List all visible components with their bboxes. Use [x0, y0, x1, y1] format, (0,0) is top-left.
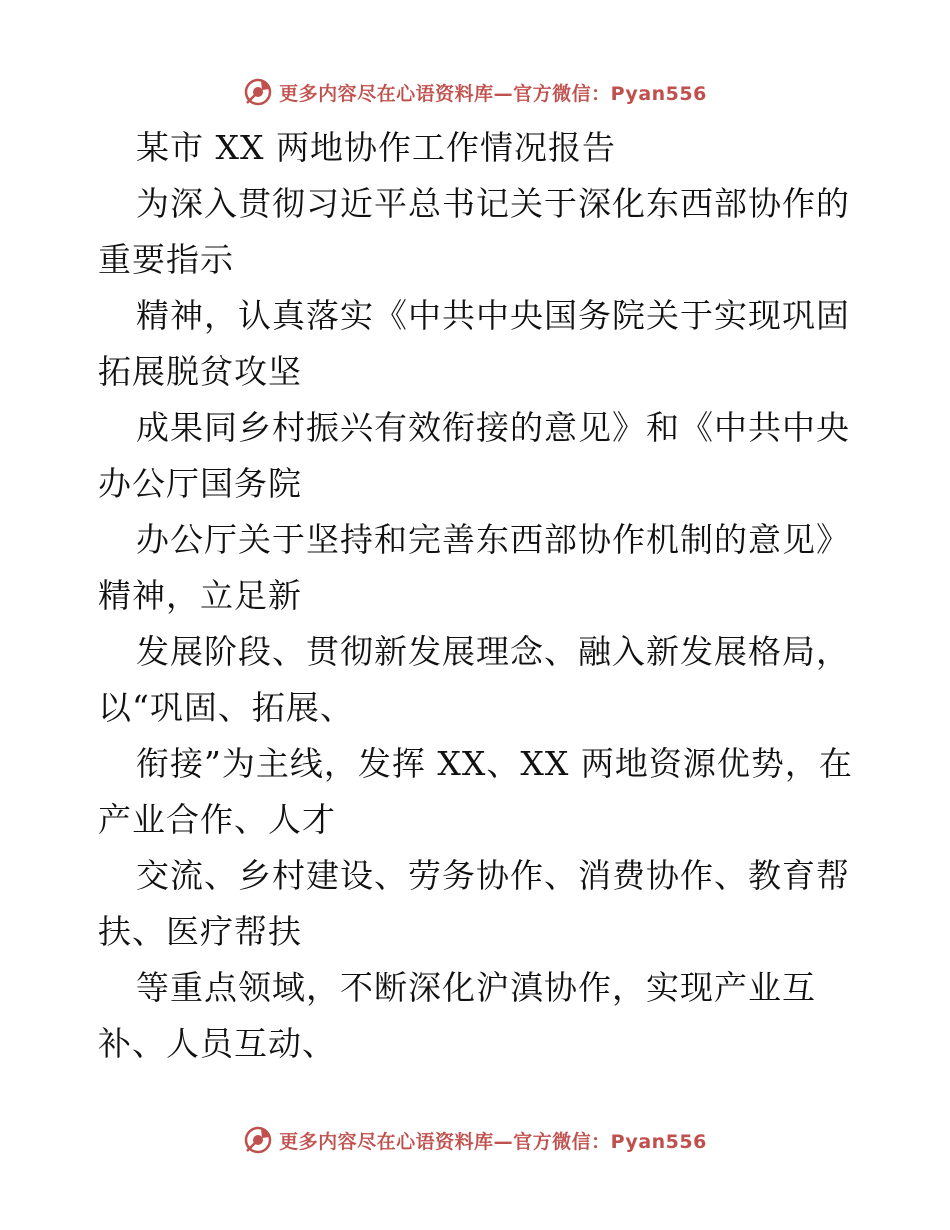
quill-logo-icon	[243, 77, 273, 107]
body-line: 以“巩固、拓展、	[98, 688, 354, 727]
watermark-text: 更多内容尽在心语资料库—官方微信：Pyan556	[279, 82, 707, 105]
body-line: 成果同乡村振兴有效衔接的意见》和《中共中央	[136, 408, 850, 447]
body-line: 补、人员互动、	[98, 1024, 336, 1063]
footer-watermark	[0, 1120, 950, 1160]
body-line: 为深入贯彻习近平总书记关于深化东西部协作的	[136, 184, 850, 223]
body-line: 交流、乡村建设、劳务协作、消费协作、教育帮	[136, 856, 850, 895]
watermark-text: 更多内容尽在心语资料库—官方微信：Pyan556	[279, 1130, 707, 1153]
document-title: 某市 XX 两地协作工作情况报告	[136, 128, 616, 167]
body-line: 拓展脱贫攻坚	[98, 352, 302, 391]
document-body	[98, 120, 858, 1072]
quill-logo-icon	[243, 1125, 273, 1155]
body-line: 衔接”为主线，发挥 XX、XX 两地资源优势，在	[136, 744, 853, 783]
body-line: 等重点领域，不断深化沪滇协作，实现产业互	[136, 968, 816, 1007]
body-line: 精神，认真落实《中共中央国务院关于实现巩固	[136, 296, 850, 335]
body-line: 办公厅关于坚持和完善东西部协作机制的意见》	[136, 520, 850, 559]
header-watermark	[0, 72, 950, 112]
body-line: 发展阶段、贯彻新发展理念、融入新发展格局，	[136, 632, 850, 671]
body-line: 重要指示	[98, 240, 234, 279]
body-line: 产业合作、人才	[98, 800, 336, 839]
body-line: 扶、医疗帮扶	[98, 912, 302, 951]
body-line: 办公厅国务院	[98, 464, 302, 503]
body-line: 精神，立足新	[98, 576, 302, 615]
